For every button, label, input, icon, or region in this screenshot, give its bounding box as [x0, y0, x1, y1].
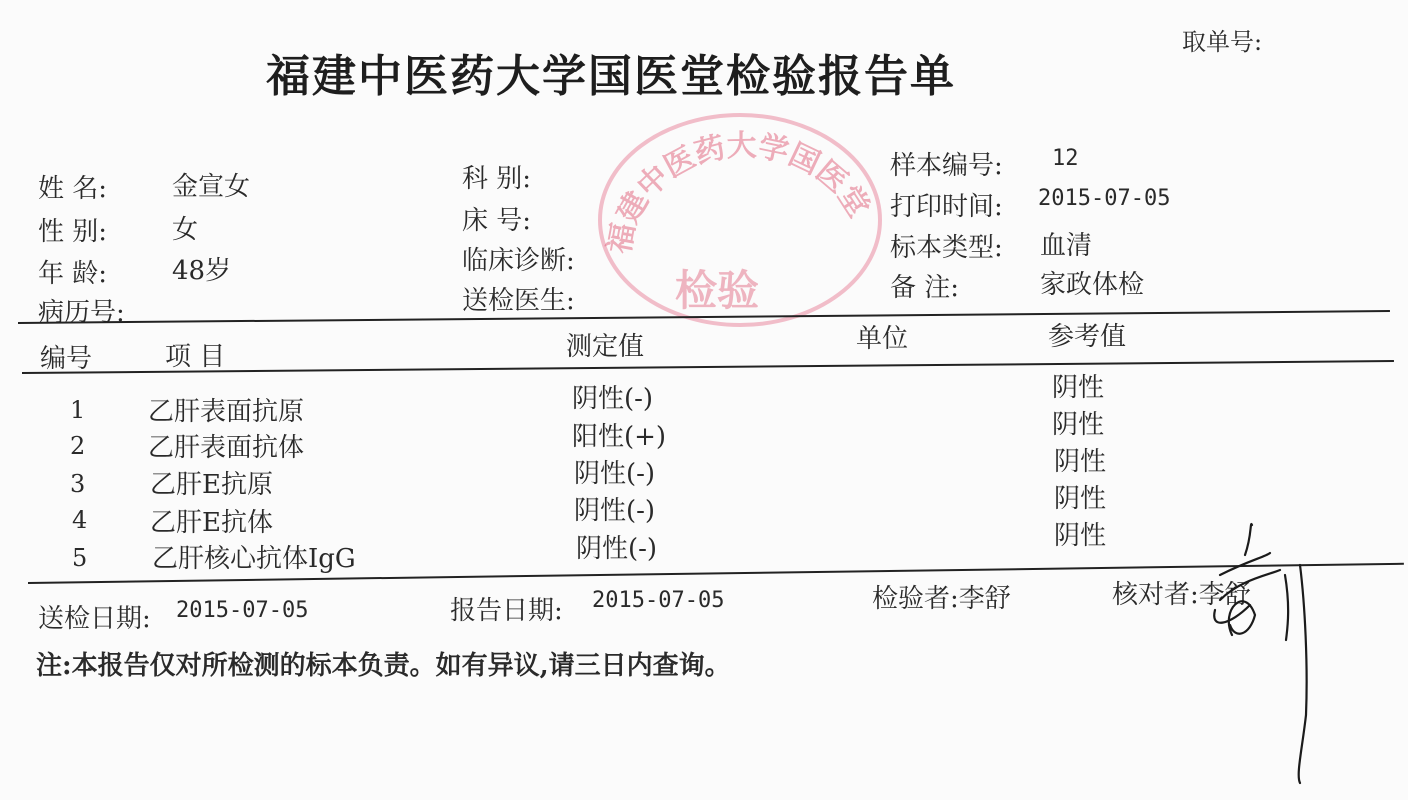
age-value: 48岁	[172, 256, 232, 286]
table-row-value: 阴性(-)	[572, 384, 654, 414]
report-title: 福建中医药大学国医堂检验报告单	[266, 51, 956, 102]
stamp-text: 福建中医药大学国医堂	[602, 128, 877, 257]
table-row-item: 乙肝核心抗体IgG	[152, 544, 356, 574]
table-row-number: 1	[70, 396, 86, 424]
table-row-number: 2	[70, 432, 86, 460]
sex-label: 性 别:	[38, 217, 108, 247]
record-number-label: 病历号:	[38, 298, 125, 328]
table-row-item: 乙肝表面抗体	[148, 433, 305, 463]
sample-type-value: 血清	[1040, 231, 1093, 261]
table-row-item: 乙肝E抗原	[150, 470, 273, 500]
table-row-reference: 阴性	[1054, 447, 1107, 477]
table-row-number: 4	[72, 506, 88, 534]
name-label: 姓 名:	[38, 174, 108, 204]
header-item: 项 目	[165, 342, 226, 372]
diagnosis-label: 临床诊断:	[462, 246, 575, 276]
table-row-reference: 阴性	[1052, 373, 1105, 403]
table-row-reference: 阴性	[1054, 484, 1107, 514]
note-label: 备 注:	[890, 273, 960, 303]
table-row-item: 乙肝E抗体	[150, 508, 273, 538]
sample-number-label: 样本编号:	[890, 151, 1003, 181]
department-label: 科 别:	[462, 164, 532, 194]
sample-type-label: 标本类型:	[890, 233, 1003, 263]
doctor-label: 送检医生:	[462, 286, 575, 316]
svg-text:福建中医药大学国医堂	[602, 128, 876, 256]
header-value: 测定值	[566, 332, 645, 362]
table-row-number: 5	[72, 544, 88, 572]
ticket-number-label: 取单号:	[1182, 28, 1263, 56]
sample-number-value: 12	[1052, 146, 1079, 171]
print-time-label: 打印时间:	[890, 192, 1003, 222]
red-seal-stamp	[590, 105, 890, 335]
checker: 核对者:李舒	[1112, 580, 1251, 610]
report-date-label: 报告日期:	[450, 596, 563, 626]
table-row-item: 乙肝表面抗原	[148, 397, 305, 427]
age-label: 年 龄:	[38, 259, 108, 289]
report-date-value: 2015-07-05	[592, 588, 725, 613]
print-time-value: 2015-07-05	[1038, 186, 1171, 211]
header-bottom-rule	[22, 360, 1394, 374]
table-row-value: 阴性(-)	[574, 459, 656, 489]
tester: 检验者:李舒	[872, 584, 1011, 614]
send-date-label: 送检日期:	[38, 604, 151, 634]
name-value: 金宣女	[172, 172, 251, 202]
send-date-value: 2015-07-05	[176, 598, 309, 623]
table-row-reference: 阴性	[1054, 521, 1107, 551]
header-number: 编号	[40, 344, 93, 374]
table-row-value: 阴性(-)	[576, 534, 658, 564]
bed-label: 床 号:	[462, 206, 532, 236]
header-unit: 单位	[856, 324, 909, 354]
sex-value: 女	[172, 215, 199, 245]
footer-note: 注:本报告仅对所检测的标本负责。如有异议,请三日内查询。	[36, 651, 731, 681]
stamp-center-text: 检验	[675, 266, 760, 315]
table-row-reference: 阴性	[1052, 410, 1105, 440]
header-reference: 参考值	[1048, 322, 1127, 352]
handwritten-signature	[1190, 515, 1330, 790]
note-value: 家政体检	[1040, 270, 1145, 300]
table-row-value: 阴性(-)	[574, 496, 656, 526]
table-row-number: 3	[70, 470, 86, 498]
table-row-value: 阳性(+)	[572, 422, 667, 452]
